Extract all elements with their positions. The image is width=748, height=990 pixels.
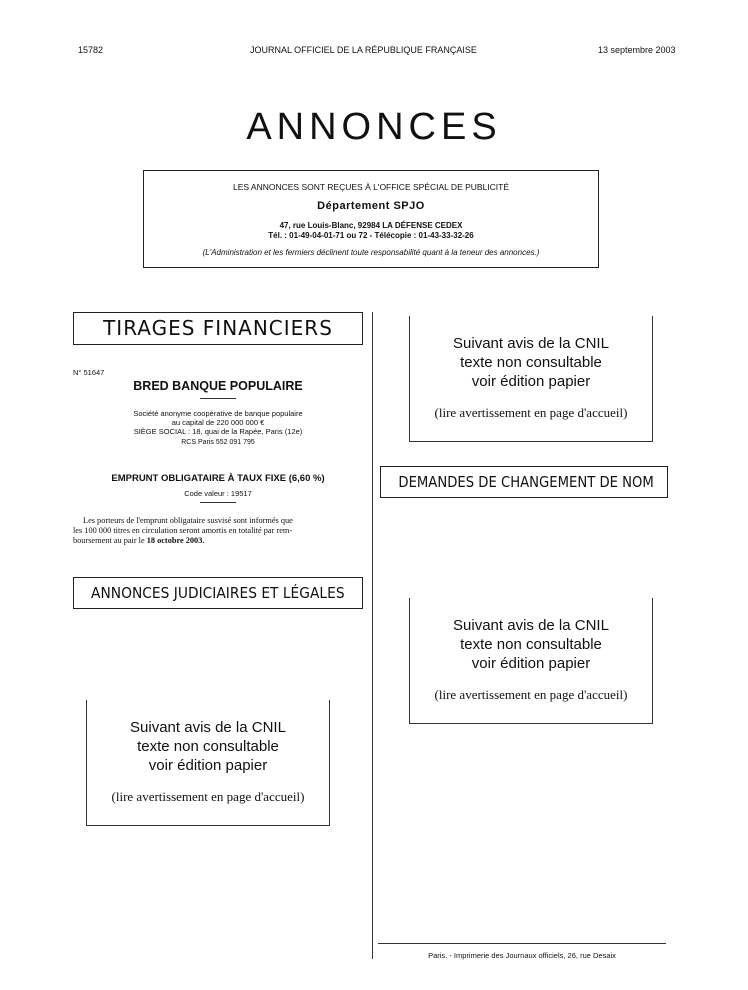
spjo-address: 47, rue Louis-Blanc, 92984 LA DÉFENSE CEDEX: [279, 221, 463, 230]
cnil-line2: texte non consultable: [137, 738, 279, 755]
spjo-disclaimer: (L'Administration et les fermiers déclinent toute responsabilité quant à la teneur des annonces.): [202, 248, 540, 257]
spjo-info-box: [143, 170, 599, 268]
cnil-note: (lire avertissement en page d'accueil): [434, 687, 628, 702]
notice-body-date: 18 octobre 2003.: [146, 536, 205, 545]
notice-siege: SIÈGE SOCIAL : 18, quai de la Rapée, Paris (12e): [133, 427, 303, 436]
notice-body-line1: Les porteurs de l'emprunt obligataire susvisé sont informés que: [83, 516, 293, 525]
cnil-line2: texte non consultable: [460, 636, 602, 653]
notice-code: Code valeur : 19517: [184, 489, 252, 498]
cnil-line3: voir édition papier: [471, 373, 591, 390]
column-divider: [372, 312, 373, 959]
spjo-intro: LES ANNONCES SONT REÇUES À L'OFFICE SPÉCIAL DE PUBLICITÉ: [232, 182, 510, 192]
spjo-phone: Tél. : 01-49-04-01-71 ou 72 - Télécopie : 01-43-33-32-26: [268, 231, 474, 240]
spjo-department: Département SPJO: [317, 200, 425, 212]
notice-desc-line1: Société anonyme coopérative de banque populaire: [133, 409, 303, 418]
notice-body-line3: [73, 536, 365, 546]
cnil-note: (lire avertissement en page d'accueil): [434, 405, 628, 420]
section-heading-judiciaires-label: ANNONCES JUDICIAIRES ET LÉGALES: [91, 584, 345, 602]
page-number: 15782: [78, 45, 104, 55]
cnil-line3: voir édition papier: [148, 757, 268, 774]
issue-date: 13 septembre 2003: [598, 45, 676, 55]
printer-footer: Paris. - Imprimerie des Journaux officiels, 26, rue Desaix: [428, 951, 616, 960]
cnil-note: (lire avertissement en page d'accueil): [111, 789, 305, 804]
section-heading-changement-nom-label: DEMANDES DE CHANGEMENT DE NOM: [398, 473, 654, 491]
journal-title: JOURNAL OFFICIEL DE LA RÉPUBLIQUE FRANÇAISE: [250, 45, 477, 55]
notice-body-line2: les 100 000 titres en circulation seront amortis en totalité par rem-: [73, 526, 293, 535]
section-heading-judiciaires: [73, 577, 363, 609]
footer-rule: [378, 943, 666, 944]
notice-description: [73, 409, 363, 447]
cnil-line1: Suivant avis de la CNIL: [453, 617, 609, 634]
cnil-line2: texte non consultable: [460, 354, 602, 371]
cnil-line3: voir édition papier: [471, 655, 591, 672]
section-heading-tirages: TIRAGES FINANCIERS: [73, 312, 363, 345]
notice-body-line3-text: boursement au pair le: [73, 536, 147, 545]
notice-rcs: RCS Paris 552 091 795: [181, 439, 255, 446]
section-heading-changement-nom: [380, 466, 668, 498]
notice-emprunt: EMPRUNT OBLIGATAIRE À TAUX FIXE (6,60 %): [111, 473, 325, 484]
cnil-line1: Suivant avis de la CNIL: [130, 719, 286, 736]
cnil-notice-box: [86, 700, 330, 826]
notice-company: BRED BANQUE POPULAIRE: [133, 379, 303, 393]
notice-desc-line2: au capital de 220 000 000 €: [171, 418, 265, 427]
cnil-notice-box: [409, 598, 653, 724]
notice-body: [73, 516, 365, 546]
page-title: ANNONCES: [246, 106, 502, 148]
cnil-line1: Suivant avis de la CNIL: [453, 335, 609, 352]
notice-separator: [200, 398, 236, 399]
notice-number: N° 51647: [73, 368, 105, 377]
cnil-notice-box: [409, 316, 653, 442]
notice-separator-2: [200, 502, 236, 503]
